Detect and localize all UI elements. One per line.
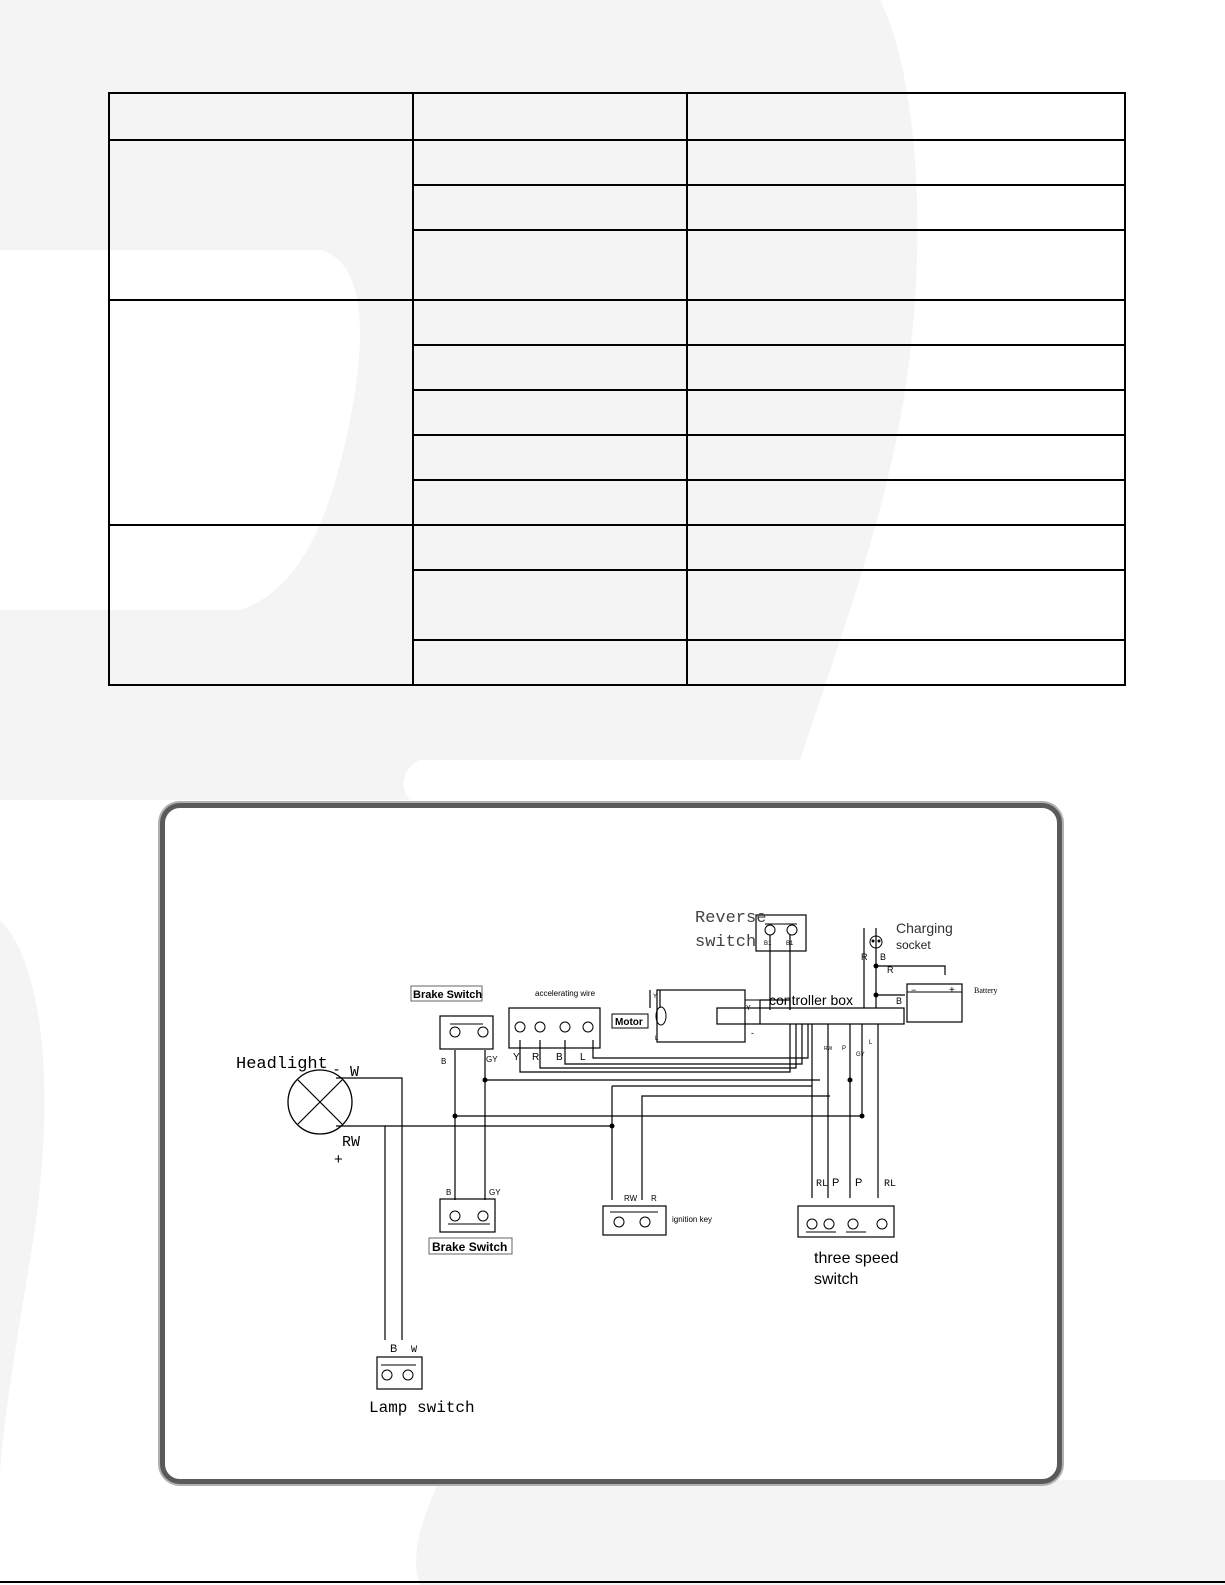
brake-switch-top-wire-b: B [441, 1057, 447, 1066]
reverse-switch-label-2: switch [695, 933, 757, 952]
battery-plus: + [949, 985, 955, 996]
lamp-switch-wire-b: B [390, 1343, 398, 1355]
battery-wire-r: R [887, 965, 894, 975]
three-speed-switch [798, 1206, 894, 1237]
battery-wire-b: B [896, 996, 903, 1006]
accelerating-wire-label: accelerating wire [535, 989, 596, 998]
ignition-key [603, 1206, 666, 1235]
lamp-switch-label: Lamp switch [369, 1399, 475, 1417]
motor-wire-y: Y [653, 994, 658, 1000]
three-speed-wire-3: P [855, 1177, 863, 1189]
brake-switch-top-label: Brake Switch [413, 989, 483, 1001]
headlight-wire-w: W [350, 1064, 360, 1081]
lamp-switch-wire-w: W [411, 1345, 418, 1356]
three-speed-wire-1: RL [816, 1179, 829, 1190]
headlight-label: Headlight [236, 1055, 328, 1074]
ignition-key-label: ignition key [672, 1215, 713, 1224]
battery-minus: − [911, 985, 917, 995]
controller-side-minus: - [751, 1028, 754, 1038]
charging-wire-b: B [880, 952, 887, 962]
ignition-key-wire-rw: RW [624, 1194, 638, 1203]
headlight-plus: + [334, 1151, 343, 1168]
reverse-switch-pin-left: B1 [764, 941, 772, 947]
charging-wire-r: R [861, 952, 868, 962]
motor-label: Motor [615, 1017, 643, 1028]
headlight-minus: - [334, 1061, 339, 1078]
junction-dots [453, 964, 879, 1129]
controller-wire-gy: GY [856, 1052, 865, 1058]
accel-wire-b: B [556, 1052, 563, 1063]
reverse-switch-label-1: Reverse [695, 909, 767, 928]
brake-switch-bottom-wire-gy: GY [489, 1188, 501, 1197]
accel-wire-r: R [532, 1052, 540, 1063]
headlight-wire-rw: RW [342, 1134, 361, 1151]
controller-side-y: Y [746, 1005, 751, 1012]
reverse-switch-pin-right: B1 [786, 941, 794, 947]
accel-wire-l: L [580, 1052, 586, 1063]
accel-wire-y: Y [513, 1052, 520, 1063]
motor-wire-l: L [655, 1036, 659, 1042]
controller-wire-l: L [869, 1040, 873, 1046]
controller-box-label: controller box [769, 992, 854, 1008]
controller-wire-rw: RW [824, 1046, 833, 1052]
page-bottom-rule [0, 1581, 1225, 1583]
accelerating-wire-connector [509, 1008, 600, 1048]
headlight [288, 1070, 352, 1134]
controller-wire-p: P [842, 1046, 847, 1052]
three-speed-switch-label-1: three speed [814, 1250, 899, 1267]
brake-switch-bottom-wire-b: B [446, 1188, 452, 1197]
motor [612, 990, 760, 1042]
charging-socket-label-2: socket [896, 938, 931, 952]
three-speed-wire-2: P [832, 1177, 840, 1189]
battery-label: Battery [974, 986, 998, 995]
brake-switch-top-wire-gy: GY [486, 1055, 498, 1064]
brake-switch-bottom-label: Brake Switch [432, 1240, 508, 1254]
ignition-key-wire-r: R [651, 1194, 657, 1203]
lamp-switch [377, 1357, 422, 1389]
three-speed-switch-label-2: switch [814, 1271, 859, 1288]
charging-socket-label-1: Charging [896, 920, 953, 936]
three-speed-wire-4: RL [884, 1179, 897, 1190]
